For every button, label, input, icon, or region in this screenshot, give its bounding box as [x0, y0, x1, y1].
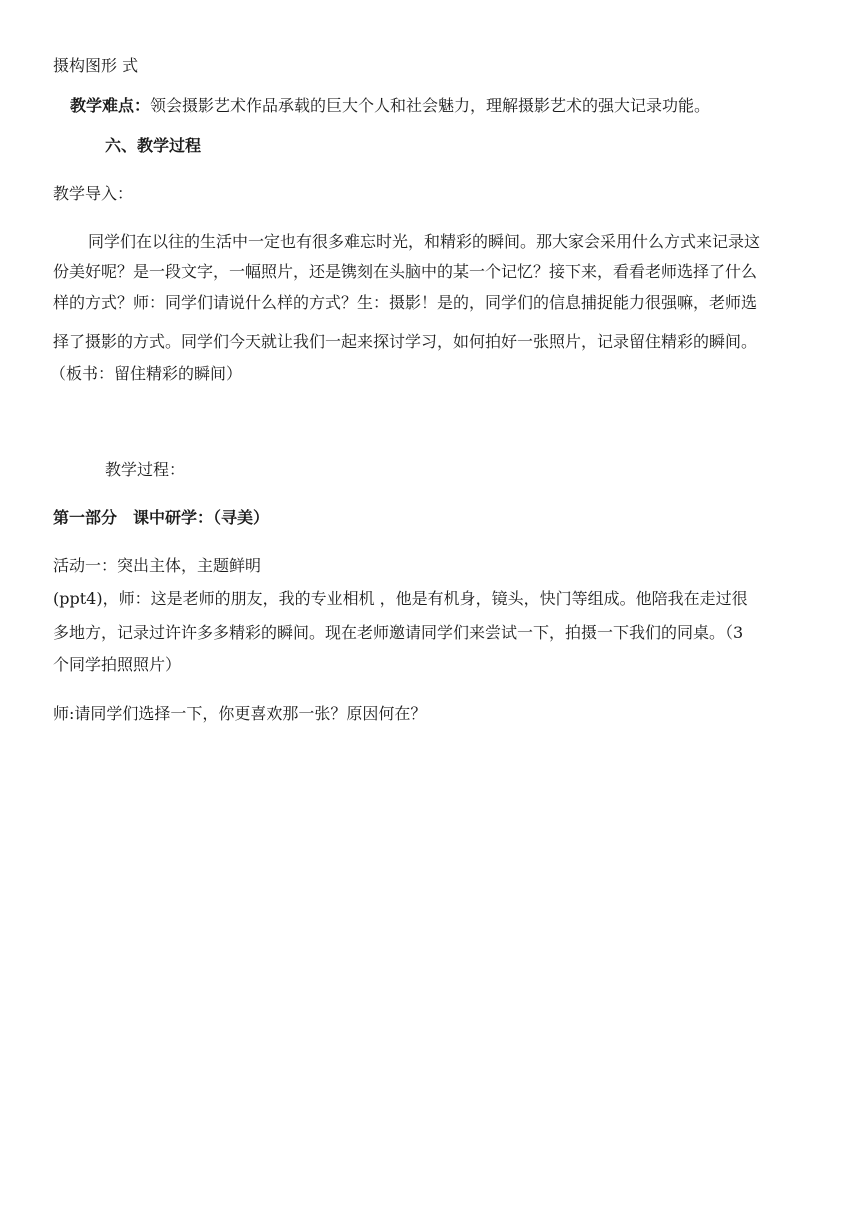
intro-heading: 教学导入：	[53, 184, 134, 203]
teaching-difficulty	[70, 96, 710, 116]
part-one-heading: 第一部分 课中研学：（寻美）	[53, 508, 270, 527]
intro-paragraph-line: 择了摄影的方式。同学们今天就让我们一起来探讨学习，如何拍好一张照片，记录留住精彩的瞬间。	[53, 332, 758, 351]
text-line-photo-composition: 摄构图形 式	[53, 56, 139, 75]
intro-paragraph-line: 份美好呢？是一段文字，一幅照片，还是镌刻在头脑中的某一个记忆？接下来，看看老师选择了什么	[53, 262, 758, 281]
process-heading: 教学过程：	[105, 460, 186, 479]
activity-one-heading: 活动一：突出主体，主题鲜明	[53, 556, 262, 575]
teacher-question: 师:请同学们选择一下，你更喜欢那一张？原因何在？	[53, 704, 427, 723]
section-heading-teaching-process: 六、教学过程	[105, 136, 202, 155]
activity-paragraph-line: 多地方，记录过许许多多精彩的瞬间。现在老师邀请同学们来尝试一下，拍摄一下我们的同桌。（3	[53, 623, 744, 642]
intro-paragraph-line: 同学们在以往的生活中一定也有很多难忘时光，和精彩的瞬间。那大家会采用什么方式来记录这	[88, 232, 761, 251]
difficulty-label: 教学难点：	[70, 96, 151, 115]
activity-paragraph-line: 个同学拍照照片）	[53, 655, 182, 674]
activity-paragraph-line: (ppt4)，师：这是老师的朋友，我的专业相机 ，他是有机身，镜头，快门等组成。他陪我在走过很	[53, 589, 748, 608]
intro-paragraph-line: 样的方式？师：同学们请说什么样的方式？生：摄影！是的，同学们的信息捕捉能力很强嘛，老师选	[53, 293, 758, 312]
intro-paragraph-line: （板书：留住精彩的瞬间）	[50, 364, 243, 383]
difficulty-text: 领会摄影艺术作品承载的巨大个人和社会魅力，理解摄影艺术的强大记录功能。	[150, 96, 711, 115]
